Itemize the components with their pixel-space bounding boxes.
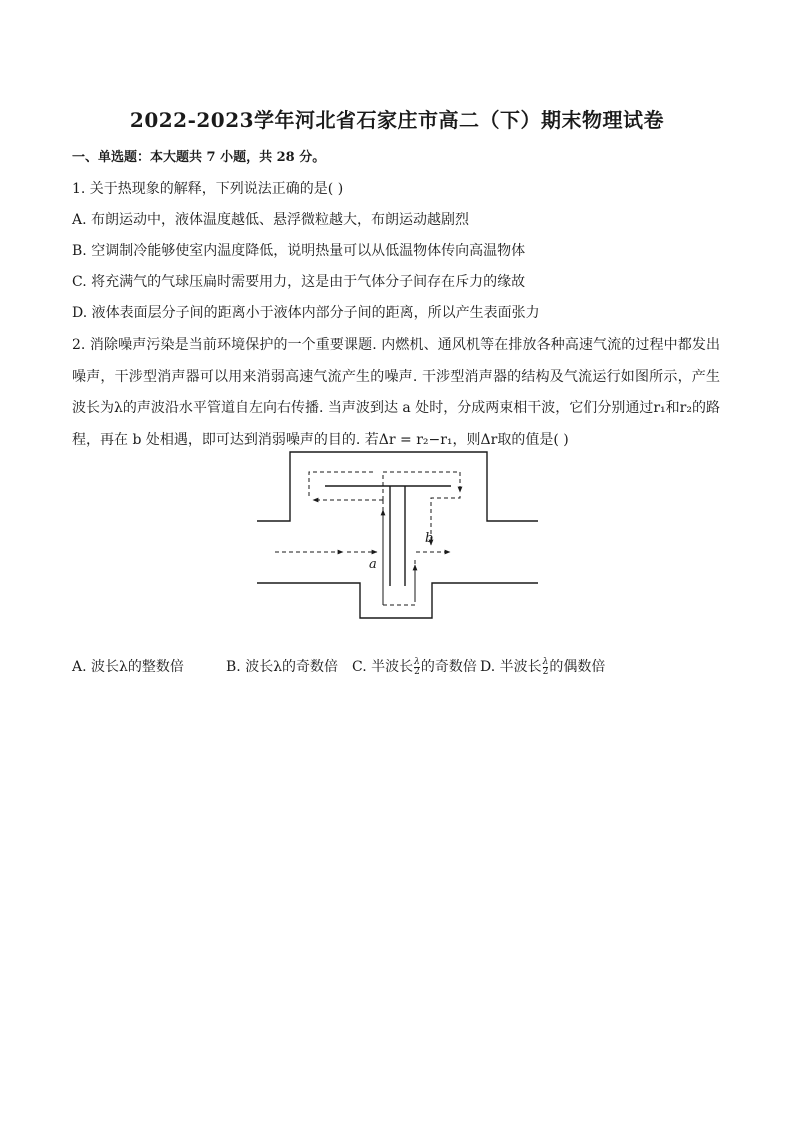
half-lambda-fraction xyxy=(414,658,420,677)
label-a: a xyxy=(369,557,377,572)
q2-option-d-suffix: 的偶数倍 xyxy=(549,659,606,675)
q2-option-d-prefix: D. 半波长 xyxy=(480,659,542,675)
q2-option-c-suffix: 的奇数倍 xyxy=(420,659,477,675)
q1-stem: 1. 关于热现象的解释，下列说法正确的是( ) xyxy=(72,181,344,197)
q2-stem: 2. 消除噪声污染是当前环境保护的一个重要课题. 内燃机、通风机等在排放各种高速气流的过程中都发出噪声，干涉型消声器可以用来消弱高速气流产生的噪声. 干涉型消声器的结构及气流运行如图所示，产生波长为λ的声波沿水平管道自左向右传播. 当声波到达 a 处时，分成两束相干波，它们分别通过r₁和r₂的路程，再在 b 处相遇，即可达到消弱噪声的目的. 若Δr = r₂−r₁，则Δr取的值是( ) xyxy=(72,337,720,448)
q2-option-d xyxy=(480,656,605,677)
q2-option-c xyxy=(352,656,477,677)
q2-option-a: A. 波长λ的整数倍 xyxy=(72,659,184,675)
section-heading: 一、单选题：本大题共 7 小题，共 28 分。 xyxy=(72,150,326,165)
fraction-denominator: 2 xyxy=(414,666,420,677)
q1-option-a: A. 布朗运动中，液体温度越低、悬浮微粒越大，布朗运动越剧烈 xyxy=(72,212,470,228)
q2-option-b: B. 波长λ的奇数倍 xyxy=(226,659,339,675)
q1-option-d: D. 液体表面层分子间的距离小于液体内部分子间的距离，所以产生表面张力 xyxy=(72,305,540,321)
muffler-diagram xyxy=(255,450,545,625)
half-lambda-fraction xyxy=(543,658,549,677)
q2-option-c-prefix: C. 半波长 xyxy=(352,659,414,675)
q1-option-c: C. 将充满气的气球压扁时需要用力，这是由于气体分子间存在斥力的缘故 xyxy=(72,274,526,290)
label-b: b xyxy=(425,531,434,546)
fraction-denominator: 2 xyxy=(542,666,549,677)
pipe-walls xyxy=(257,452,538,618)
page-title: 2022-2023学年河北省石家庄市高二（下）期末物理试卷 xyxy=(129,108,665,132)
fraction-numerator: λ xyxy=(542,656,549,667)
q1-option-b: B. 空调制冷能够使室内温度降低，说明热量可以从低温物体传向高温物体 xyxy=(72,243,526,259)
fraction-numerator: λ xyxy=(414,656,420,667)
